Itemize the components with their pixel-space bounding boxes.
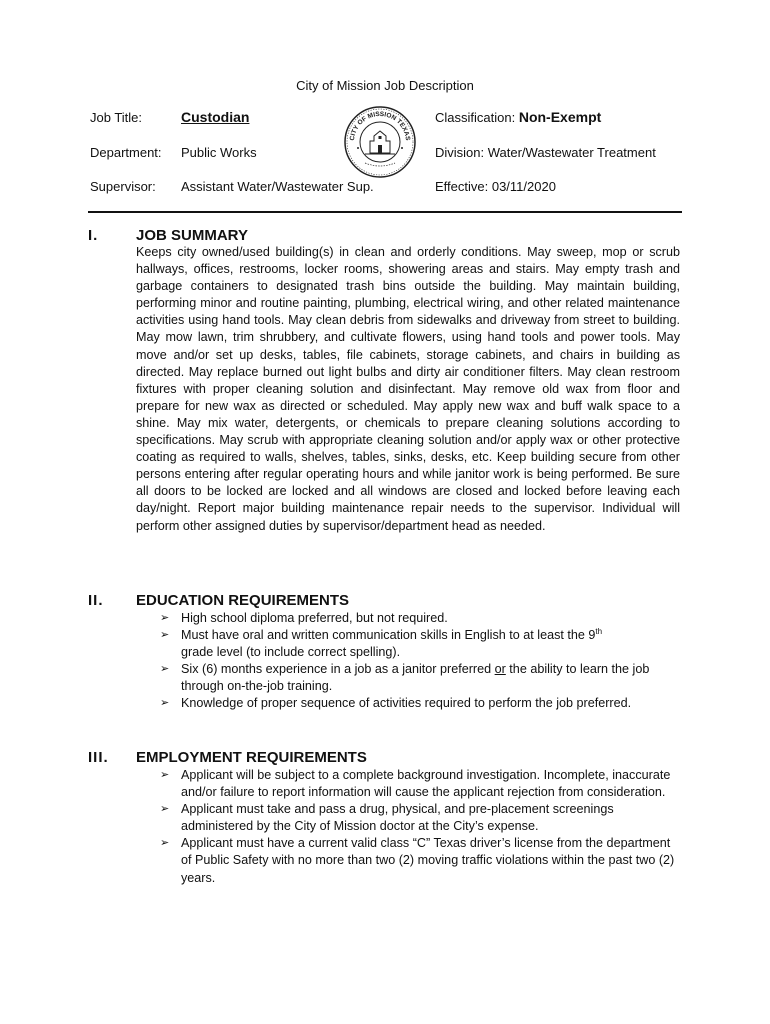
list-item: ➢ Six (6) months experience in a job as a janitor preferred or the ability to learn the job through on-the-job training. <box>160 662 650 694</box>
list-item: ➢ High school diploma preferred, but not required. <box>160 610 680 627</box>
list-item: ➢ Must have oral and written communication skills in English to at least the 9th grade level (to include correct spelling). <box>160 626 603 660</box>
job-title-label: Job Title: <box>90 110 143 125</box>
section-number-employment: III. <box>88 749 109 766</box>
city-seal-icon <box>343 105 417 179</box>
supervisor-label: Supervisor: <box>90 179 156 194</box>
header-divider <box>88 211 682 213</box>
section-title-education: EDUCATION REQUIREMENTS <box>136 592 350 609</box>
bullet-arrow-icon: ➢ <box>160 663 170 676</box>
classification-value: Non-Exempt <box>518 109 602 125</box>
section-title-employment: EMPLOYMENT REQUIREMENTS <box>136 749 367 766</box>
department-value: Public Works <box>181 145 257 160</box>
list-item: ➢ Applicant must take and pass a drug, physical, and pre-placement screenings administered by the City of Mission doctor at the City’s expense. <box>160 802 614 834</box>
bullet-arrow-icon: ➢ <box>160 769 170 781</box>
education-list <box>160 610 680 713</box>
list-item: ➢ Applicant will be subject to a complete background investigation. Incomplete, inaccurate and/or failure to report information will cause the applicant rejection from consideration. <box>160 768 671 800</box>
job-summary-text: Keeps city owned/used building(s) in clean and orderly conditions. May sweep, mop or scrub hallways, offices, restrooms, locker rooms, showering areas and stairs. May empty trash and garbage containers to designated trash bins outside the building. May maintain building, performing minor and routine painting, plumbing, electrical wiring, and other related maintenance activities using hand tools. May clean debris from sidewalks and driveway from street to building. May mow lawn, trim shrubbery, and cultivate flowers, using hand tools and power tools. May move and/or set up desks, tables, file cabinets, storage cabinets, and chairs in building as directed. May replace burned out light bulbs and dirty air conditioner filters. May clean restroom fixtures with proper cleaning solution and disinfectant. May remove old wax from floor and prepare for new wax as directed or scheduled. May apply new wax and buff walk space to a shine. May mix water, detergents, or chemicals to prepare cleaning solutions according to specifications. May scrub with appropriate cleaning solution and/or apply wax or other protective coating as required to walls, shelves, tables, sinks, desks, etc. Keep building secure from other persons entering after regular operating hours and while janitor work is being performed. Be sure all doors to be locked are locked and all windows are closed and locked before leaving each day/night. Report major building maintenance repair needs to the supervisor. Individual will perform other assigned duties by supervisor/department head as needed. <box>136 245 680 533</box>
bullet-arrow-icon: ➢ <box>160 803 170 816</box>
section-title-summary: JOB SUMMARY <box>136 227 248 244</box>
bullet-arrow-icon: ➢ <box>160 629 170 642</box>
section-number-education: II. <box>88 592 104 609</box>
svg-text:CITY OF MISSION TEXAS: CITY OF MISSION TEXAS <box>348 110 412 142</box>
list-item: ➢ Knowledge of proper sequence of activities required to perform the job preferred. <box>160 695 680 712</box>
bullet-arrow-icon: ➢ <box>160 837 170 850</box>
department-label: Department: <box>90 145 162 160</box>
bullet-arrow-icon: ➢ <box>160 697 170 710</box>
section-number-summary: I. <box>88 227 99 244</box>
job-title-value: Custodian <box>181 109 250 125</box>
classification-label: Classification: <box>435 110 516 125</box>
division: Division: Water/Wastewater Treatment <box>435 145 656 160</box>
list-item: ➢ Applicant must have a current valid class “C” Texas driver’s license from the department of Public Safety with no more than two (2) moving traffic violations within the past two (2) years. <box>160 836 675 885</box>
document-title: City of Mission Job Description <box>296 78 474 93</box>
classification <box>435 109 601 125</box>
bullet-arrow-icon: ➢ <box>160 612 170 624</box>
supervisor-value: Assistant Water/Wastewater Sup. <box>181 179 374 194</box>
effective-date: Effective: 03/11/2020 <box>435 179 556 194</box>
employment-list <box>160 767 680 887</box>
